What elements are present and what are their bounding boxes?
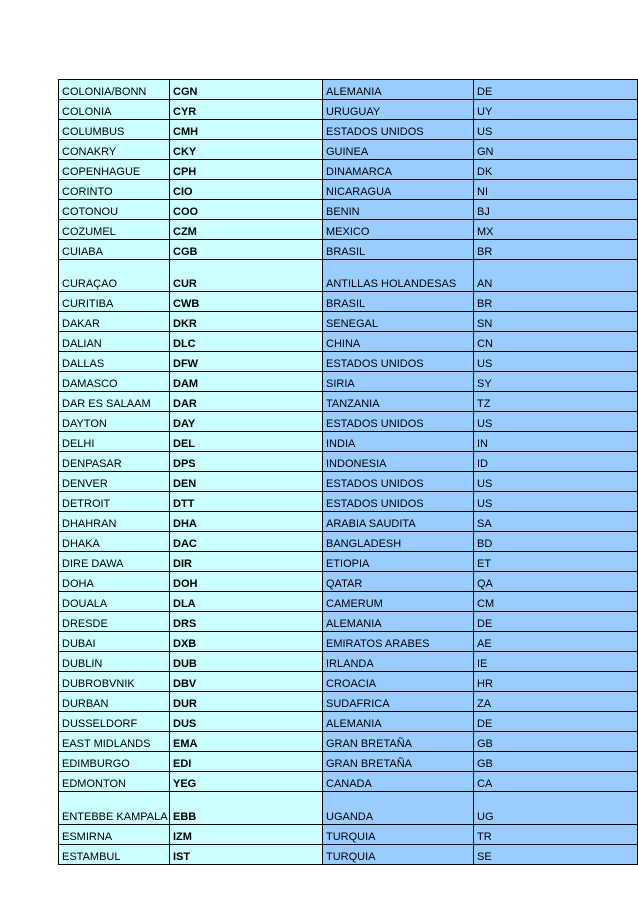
country-code-cell: CA xyxy=(474,772,638,792)
airport-code-cell: DAM xyxy=(170,372,323,392)
country-code-cell: GB xyxy=(474,752,638,772)
table-row xyxy=(59,692,638,712)
city-cell: DALIAN xyxy=(59,332,170,352)
country-code-cell: SY xyxy=(474,372,638,392)
country-code-cell: TZ xyxy=(474,392,638,412)
table-row xyxy=(59,100,638,120)
city-cell: COZUMEL xyxy=(59,220,170,240)
table-row xyxy=(59,312,638,332)
country-code-cell: UG xyxy=(474,792,638,825)
country-code-cell: SA xyxy=(474,512,638,532)
country-cell: ANTILLAS HOLANDESAS xyxy=(323,260,474,292)
country-cell: ESTADOS UNIDOS xyxy=(323,352,474,372)
city-cell: DALLAS xyxy=(59,352,170,372)
city-cell: DUBROBVNIK xyxy=(59,672,170,692)
airport-code-cell: DTT xyxy=(170,492,323,512)
airport-code-cell: CGN xyxy=(170,80,323,100)
city-cell: DURBAN xyxy=(59,692,170,712)
city-cell: COLUMBUS xyxy=(59,120,170,140)
airport-code-cell: CMH xyxy=(170,120,323,140)
country-cell: SUDAFRICA xyxy=(323,692,474,712)
country-cell: SIRIA xyxy=(323,372,474,392)
city-cell: DOHA xyxy=(59,572,170,592)
country-code-cell: QA xyxy=(474,572,638,592)
country-cell: MEXICO xyxy=(323,220,474,240)
table-row xyxy=(59,732,638,752)
country-code-cell: DE xyxy=(474,612,638,632)
airport-code-cell: CYR xyxy=(170,100,323,120)
country-cell: SENEGAL xyxy=(323,312,474,332)
airport-code-cell: DBV xyxy=(170,672,323,692)
airport-code-cell: IST xyxy=(170,845,323,865)
table-row xyxy=(59,140,638,160)
airport-code-cell: DAR xyxy=(170,392,323,412)
country-code-cell: AN xyxy=(474,260,638,292)
table-row xyxy=(59,220,638,240)
city-cell: DAKAR xyxy=(59,312,170,332)
country-code-cell: BJ xyxy=(474,200,638,220)
airport-code-cell: DHA xyxy=(170,512,323,532)
table-row xyxy=(59,572,638,592)
airport-code-cell: CUR xyxy=(170,260,323,292)
table-row xyxy=(59,845,638,865)
airport-code-cell: DFW xyxy=(170,352,323,372)
country-code-cell: NI xyxy=(474,180,638,200)
country-cell: BRASIL xyxy=(323,240,474,260)
country-cell: URUGUAY xyxy=(323,100,474,120)
table-row xyxy=(59,612,638,632)
country-cell: ESTADOS UNIDOS xyxy=(323,412,474,432)
city-cell: COLONIA/BONN xyxy=(59,80,170,100)
country-cell: GUINEA xyxy=(323,140,474,160)
country-cell: CROACIA xyxy=(323,672,474,692)
country-cell: CAMERUM xyxy=(323,592,474,612)
country-cell: GRAN BRETAÑA xyxy=(323,732,474,752)
airport-code-cell: DAC xyxy=(170,532,323,552)
table-row xyxy=(59,332,638,352)
country-code-cell: CN xyxy=(474,332,638,352)
table-row xyxy=(59,592,638,612)
table-row xyxy=(59,412,638,432)
table-row xyxy=(59,392,638,412)
city-cell: CORINTO xyxy=(59,180,170,200)
country-cell: QATAR xyxy=(323,572,474,592)
airport-code-cell: CGB xyxy=(170,240,323,260)
city-cell: EDMONTON xyxy=(59,772,170,792)
country-code-cell: UY xyxy=(474,100,638,120)
airport-code-cell: DUR xyxy=(170,692,323,712)
country-cell: INDONESIA xyxy=(323,452,474,472)
airport-code-cell: CWB xyxy=(170,292,323,312)
country-code-cell: US xyxy=(474,492,638,512)
city-cell: DAYTON xyxy=(59,412,170,432)
table-row xyxy=(59,512,638,532)
country-code-cell: AE xyxy=(474,632,638,652)
city-cell: ESMIRNA xyxy=(59,825,170,845)
country-code-cell: US xyxy=(474,352,638,372)
table-row xyxy=(59,160,638,180)
airport-code-cell: CZM xyxy=(170,220,323,240)
table-row xyxy=(59,772,638,792)
table-row xyxy=(59,180,638,200)
airport-code-cell: CIO xyxy=(170,180,323,200)
airport-code-cell: DPS xyxy=(170,452,323,472)
country-cell: ESTADOS UNIDOS xyxy=(323,120,474,140)
city-cell: DUSSELDORF xyxy=(59,712,170,732)
country-code-cell: US xyxy=(474,120,638,140)
city-cell: DUBAI xyxy=(59,632,170,652)
country-code-cell: HR xyxy=(474,672,638,692)
airport-code-cell: DKR xyxy=(170,312,323,332)
country-code-cell: MX xyxy=(474,220,638,240)
country-cell: ESTADOS UNIDOS xyxy=(323,472,474,492)
country-code-cell: GN xyxy=(474,140,638,160)
airport-code-cell: COO xyxy=(170,200,323,220)
table-row xyxy=(59,472,638,492)
city-cell: DAR ES SALAAM xyxy=(59,392,170,412)
city-cell: DELHI xyxy=(59,432,170,452)
table-row xyxy=(59,752,638,772)
country-code-cell: BD xyxy=(474,532,638,552)
country-code-cell: CM xyxy=(474,592,638,612)
country-code-cell: GB xyxy=(474,732,638,752)
table-row xyxy=(59,792,638,825)
city-cell: DENVER xyxy=(59,472,170,492)
table-row xyxy=(59,120,638,140)
table-row xyxy=(59,825,638,845)
country-cell: DINAMARCA xyxy=(323,160,474,180)
airport-code-cell: EBB xyxy=(170,792,323,825)
city-cell: DIRE DAWA xyxy=(59,552,170,572)
city-cell: DAMASCO xyxy=(59,372,170,392)
city-cell: DETROIT xyxy=(59,492,170,512)
country-code-cell: ET xyxy=(474,552,638,572)
country-code-cell: SE xyxy=(474,845,638,865)
country-cell: NICARAGUA xyxy=(323,180,474,200)
airport-code-cell: DLA xyxy=(170,592,323,612)
country-cell: BANGLADESH xyxy=(323,532,474,552)
country-cell: TURQUIA xyxy=(323,825,474,845)
city-cell: DOUALA xyxy=(59,592,170,612)
country-cell: CHINA xyxy=(323,332,474,352)
table-row xyxy=(59,260,638,292)
country-cell: ALEMANIA xyxy=(323,712,474,732)
table-row xyxy=(59,452,638,472)
country-cell: ESTADOS UNIDOS xyxy=(323,492,474,512)
city-cell: CURAÇAO xyxy=(59,260,170,292)
country-cell: ALEMANIA xyxy=(323,80,474,100)
airport-code-cell: DLC xyxy=(170,332,323,352)
country-cell: INDIA xyxy=(323,432,474,452)
airport-code-cell: DUB xyxy=(170,652,323,672)
airport-code-cell: DEN xyxy=(170,472,323,492)
table-row xyxy=(59,492,638,512)
country-cell: TURQUIA xyxy=(323,845,474,865)
table-row xyxy=(59,372,638,392)
table-body xyxy=(59,80,638,865)
country-code-cell: DE xyxy=(474,80,638,100)
table-row xyxy=(59,292,638,312)
city-cell: DHAKA xyxy=(59,532,170,552)
airport-code-cell: EDI xyxy=(170,752,323,772)
country-code-cell: US xyxy=(474,472,638,492)
table-row xyxy=(59,652,638,672)
country-cell: GRAN BRETAÑA xyxy=(323,752,474,772)
airport-code-cell: DEL xyxy=(170,432,323,452)
city-cell: CUIABA xyxy=(59,240,170,260)
country-code-cell: BR xyxy=(474,292,638,312)
city-cell: COTONOU xyxy=(59,200,170,220)
country-cell: IRLANDA xyxy=(323,652,474,672)
table-row xyxy=(59,80,638,100)
airport-code-cell: DXB xyxy=(170,632,323,652)
airport-code-cell: IZM xyxy=(170,825,323,845)
country-cell: CANADA xyxy=(323,772,474,792)
country-cell: EMIRATOS ARABES xyxy=(323,632,474,652)
table-row xyxy=(59,240,638,260)
country-code-cell: IN xyxy=(474,432,638,452)
table-row xyxy=(59,432,638,452)
country-cell: ALEMANIA xyxy=(323,612,474,632)
airport-code-cell: YEG xyxy=(170,772,323,792)
country-cell: BENIN xyxy=(323,200,474,220)
country-cell: UGANDA xyxy=(323,792,474,825)
country-code-cell: ZA xyxy=(474,692,638,712)
airport-code-cell: DOH xyxy=(170,572,323,592)
airport-code-cell: DIR xyxy=(170,552,323,572)
country-code-cell: ID xyxy=(474,452,638,472)
airport-code-cell: CPH xyxy=(170,160,323,180)
airport-code-cell: CKY xyxy=(170,140,323,160)
city-cell: CONAKRY xyxy=(59,140,170,160)
table-row xyxy=(59,200,638,220)
table-row xyxy=(59,632,638,652)
country-cell: BRASIL xyxy=(323,292,474,312)
city-cell: ENTEBBE KAMPALA xyxy=(59,792,170,825)
city-cell: ESTAMBUL xyxy=(59,845,170,865)
country-cell: ETIOPIA xyxy=(323,552,474,572)
airport-code-cell: DUS xyxy=(170,712,323,732)
table-row xyxy=(59,552,638,572)
airport-code-cell: EMA xyxy=(170,732,323,752)
country-code-cell: DE xyxy=(474,712,638,732)
airport-code-table xyxy=(58,79,638,865)
table-row xyxy=(59,712,638,732)
city-cell: DRESDE xyxy=(59,612,170,632)
city-cell: CURITIBA xyxy=(59,292,170,312)
city-cell: COPENHAGUE xyxy=(59,160,170,180)
airport-code-cell: DAY xyxy=(170,412,323,432)
city-cell: DUBLIN xyxy=(59,652,170,672)
city-cell: EDIMBURGO xyxy=(59,752,170,772)
table-row xyxy=(59,672,638,692)
table-row xyxy=(59,532,638,552)
country-cell: ARABIA SAUDITA xyxy=(323,512,474,532)
country-code-cell: BR xyxy=(474,240,638,260)
country-code-cell: TR xyxy=(474,825,638,845)
country-code-cell: SN xyxy=(474,312,638,332)
country-code-cell: IE xyxy=(474,652,638,672)
country-code-cell: DK xyxy=(474,160,638,180)
city-cell: DHAHRAN xyxy=(59,512,170,532)
country-code-cell: US xyxy=(474,412,638,432)
airport-code-cell: DRS xyxy=(170,612,323,632)
city-cell: DENPASAR xyxy=(59,452,170,472)
city-cell: EAST MIDLANDS xyxy=(59,732,170,752)
table-row xyxy=(59,352,638,372)
country-cell: TANZANIA xyxy=(323,392,474,412)
city-cell: COLONIA xyxy=(59,100,170,120)
